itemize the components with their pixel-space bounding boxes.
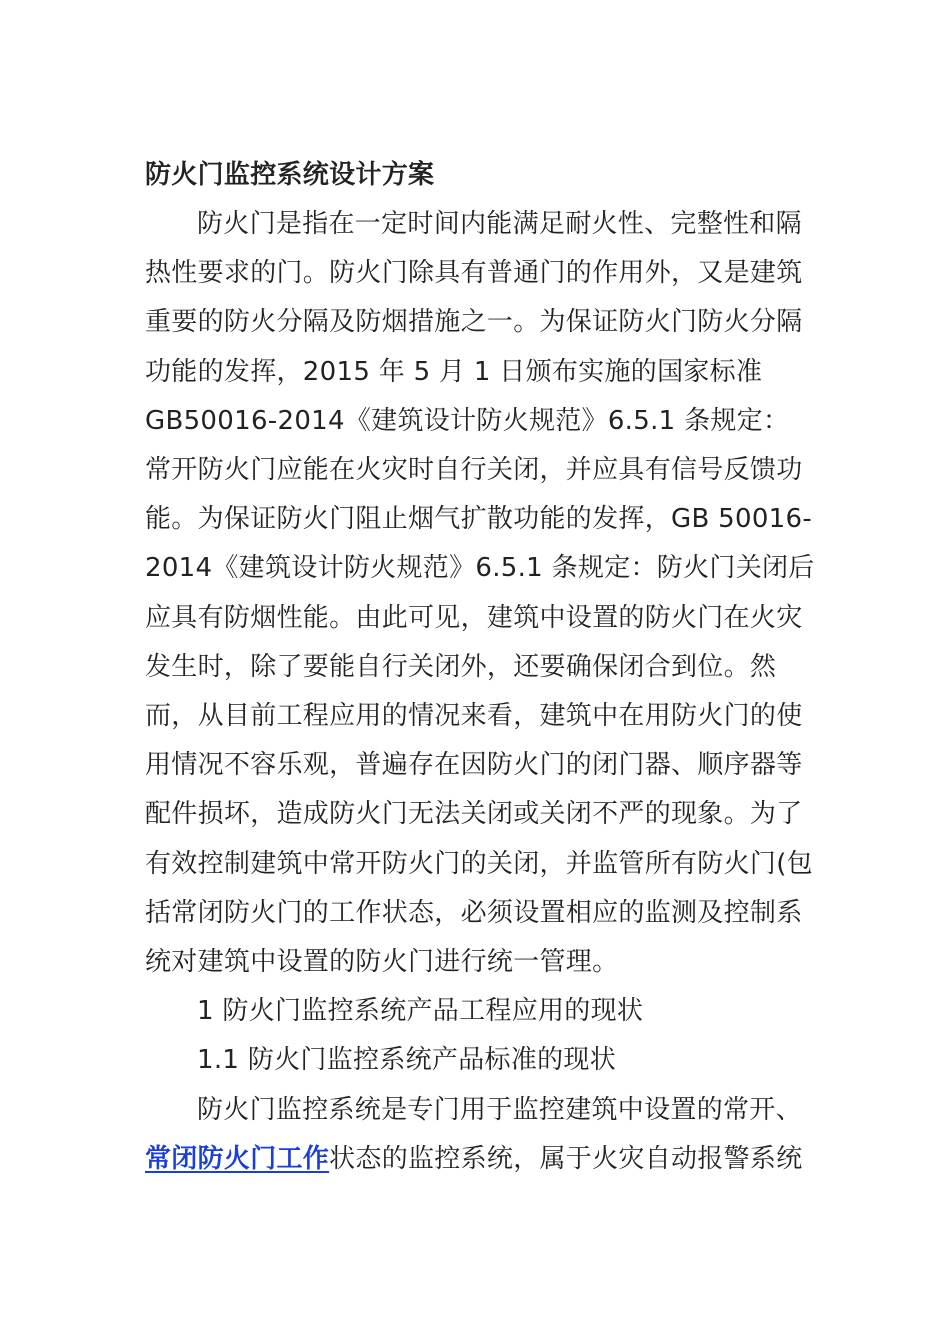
document-content xyxy=(145,150,815,1184)
inline-link[interactable]: 常闭防火门工作 xyxy=(145,1143,330,1174)
document-title: 防火门监控系统设计方案 xyxy=(145,160,435,190)
paragraph-2-text-start: 防火门监控系统是专门用于监控建筑中设置的常开、 xyxy=(197,1094,802,1125)
body-paragraph-2 xyxy=(145,1086,815,1184)
section-heading-1-1: 1.1 防火门监控系统产品标准的现状 xyxy=(197,1045,617,1076)
paragraph-2-text-rest: 状态的监控系统，属于火灾自动报警系统 xyxy=(329,1143,803,1174)
body-paragraph: 防火门是指在一定时间内能满足耐火性、完整性和隔热性要求的门。防火门除具有普通门的作用外，又是建筑重要的防火分隔及防烟措施之一。为保证防火门防火分隔功能的发挥，2015 年 5 月 1 日颁布实施的国家标准 GB50016-2014《建筑设计防火规范》6.5.1 条规定：常开防火门应能在火灾时自行关闭，并应具有信号反馈功能。为保证防火门阻止烟气扩散功能的发挥，GB 50016-2014《建筑设计防火规范》6.5.1 条规定：防火门关闭后应具有防烟性能。由此可见，建筑中设置的防火门在火灾发生时，除了要能自行关闭外，还要确保闭合到位。然而，从目前工程应用的情况来看，建筑中在用防火门的使用情况不容乐观，普遍存在因防火门的闭门器、顺序器等配件损坏，造成防火门无法关闭或关闭不严的现象。为了有效控制建筑中常开防火门的关闭，并监管所有防火门(包括常闭防火门的工作状态，必须设置相应的监测及控制系统对建筑中设置的防火门进行统一管理。 xyxy=(145,209,815,978)
section-heading-1: 1 防火门监控系统产品工程应用的现状 xyxy=(197,996,644,1027)
